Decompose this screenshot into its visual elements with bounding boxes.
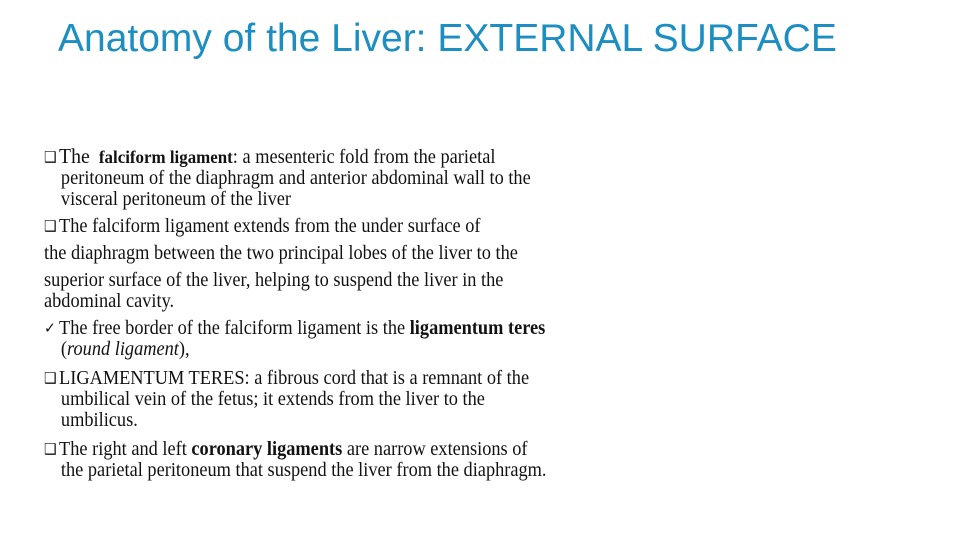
- bullet-text: the parietal peritoneum that suspend the liver from the diaphragm.: [60, 460, 547, 481]
- paren-close: ),: [178, 339, 190, 360]
- square-bullet-icon: ❑: [44, 217, 57, 235]
- bullet-text: The right and left: [59, 439, 187, 460]
- slide-title: Anatomy of the Liver: EXTERNAL SURFACE: [58, 17, 837, 60]
- bullet-text: The free border of the falciform ligament is the: [59, 318, 406, 339]
- bullet-falciform-ligament: [44, 146, 871, 210]
- term-falciform-ligament: falciform ligament: [98, 147, 233, 167]
- bullet-text: umbilical vein of the fetus; it extends from the liver to the: [60, 389, 485, 410]
- bullet-text: peritoneum of the diaphragm and anterior abdominal wall to the: [60, 168, 531, 189]
- bullet-text: abdominal cavity.: [44, 291, 175, 312]
- bullet-text: superior surface of the liver, helping to suspend the liver in the: [44, 270, 504, 291]
- bullet-ligamentum-teres: [44, 368, 871, 431]
- bullet-text: are narrow extensions of: [346, 439, 528, 460]
- bullet-text: the diaphragm between the two principal lobes of the liver to the: [44, 243, 518, 264]
- bullet-free-border: [44, 318, 871, 360]
- bullet-text: LIGAMENTUM TERES: a fibrous cord that is a remnant of the: [59, 368, 530, 389]
- paren-open: (: [60, 339, 68, 360]
- bullet-text: visceral peritoneum of the liver: [60, 189, 291, 210]
- term-round-ligament: round ligament: [67, 339, 179, 360]
- square-bullet-icon: ❑: [44, 369, 57, 387]
- term-coronary-ligaments: coronary ligaments: [191, 439, 343, 460]
- bullet-text: The falciform ligament extends from the under surface of: [59, 216, 481, 237]
- bullet-falciform-extends: [44, 216, 871, 312]
- square-bullet-icon: ❑: [44, 148, 57, 166]
- bullet-text: : a mesenteric fold from the parietal: [232, 147, 496, 168]
- checkmark-bullet-icon: ✓: [44, 319, 56, 337]
- square-bullet-icon: ❑: [44, 440, 57, 458]
- slide-body: [44, 146, 924, 481]
- term-ligamentum-teres: ligamentum teres: [409, 318, 546, 339]
- bullet-lead: The: [59, 144, 90, 168]
- bullet-text: umbilicus.: [60, 410, 138, 431]
- bullet-coronary-ligaments: [44, 439, 871, 481]
